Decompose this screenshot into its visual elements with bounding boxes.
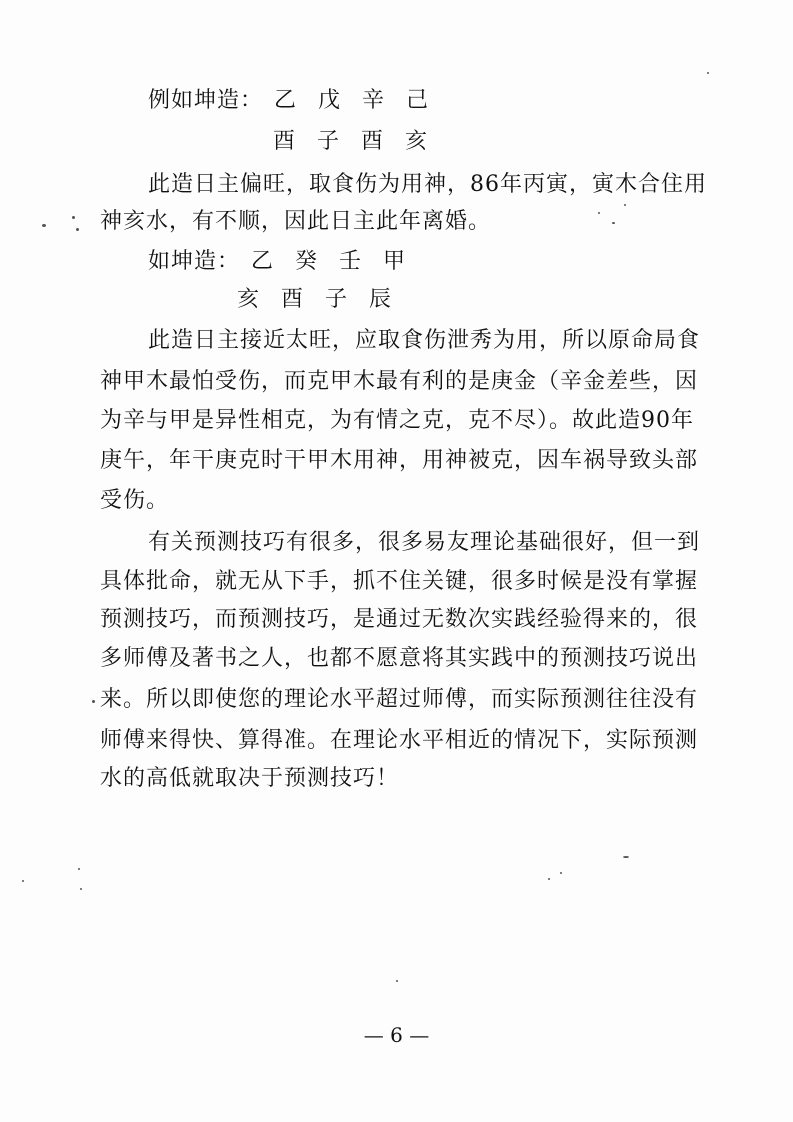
branch: 酉 <box>272 129 295 154</box>
para1-line-1: 此造日主偏旺，取食伤为用神，86年丙寅，寅木合住用 <box>148 172 707 197</box>
stem: 癸 <box>295 249 318 274</box>
example1-stems-row <box>148 86 439 116</box>
para2-line-5: 受伤。 <box>100 488 170 513</box>
para3-line-6: 师傅来得快、算得准。在理论水平相近的情况下，实际预测 <box>100 728 699 753</box>
scan-speck <box>560 872 562 874</box>
scan-speck <box>623 856 629 858</box>
para3-line-1: 有关预测技巧有很多，很多易友理论基础很好，但一到 <box>148 530 701 555</box>
para3-line-4: 多师傅及著书之人，也都不愿意将其实践中的预测技巧说出 <box>100 646 699 671</box>
example2-stems-row <box>148 247 416 277</box>
scan-speck <box>78 868 80 870</box>
para3-line-7: 水的高低就取决于预测技巧！ <box>100 766 400 791</box>
scan-speck <box>612 222 615 224</box>
branch: 亥 <box>404 129 427 154</box>
example2-branches-row <box>226 285 402 315</box>
scan-speck <box>22 880 24 882</box>
stem: 戊 <box>318 88 341 113</box>
branch: 酉 <box>360 129 383 154</box>
para3-line-3: 预测技巧，而预测技巧，是通过无数次实践经验得来的，很 <box>100 607 699 632</box>
scan-speck <box>72 216 75 219</box>
para2-line-3: 为辛与甲是异性相克，为有情之克，克不尽）。故此造90年 <box>100 408 694 433</box>
scan-speck <box>80 888 82 890</box>
para2-line-1: 此造日主接近太旺，应取食伤泄秀为用，所以原命局食 <box>148 328 701 353</box>
para2-line-2: 神甲木最怕受伤，而克甲木最有利的是庚金（辛金差些，因 <box>100 369 699 394</box>
stem: 乙 <box>251 249 274 274</box>
stem: 己 <box>406 88 429 113</box>
branch: 子 <box>324 287 347 312</box>
scan-speck <box>548 878 550 880</box>
branch: 亥 <box>236 287 259 312</box>
example2-stems <box>240 249 416 274</box>
scan-speck <box>396 980 398 982</box>
scan-speck <box>624 204 626 206</box>
stem: 壬 <box>339 249 362 274</box>
example2-label: 如坤造： <box>148 249 241 274</box>
stem: 辛 <box>362 88 385 113</box>
scan-speck <box>92 700 95 703</box>
branch: 辰 <box>368 287 391 312</box>
para3-line-5: 来。所以即使您的理论水平超过师傅，而实际预测往往没有 <box>100 687 699 712</box>
scan-speck <box>598 212 600 214</box>
stem: 乙 <box>274 88 297 113</box>
para1-line-2: 神亥水，有不顺，因此日主此年离婚。 <box>100 209 492 234</box>
branch: 酉 <box>280 287 303 312</box>
example1-branches-row <box>262 127 438 157</box>
scan-speck <box>42 224 46 227</box>
para3-line-2: 具体批命，就无从下手，抓不住关键，很多时候是没有掌握 <box>100 569 699 594</box>
scan-speck <box>707 72 709 74</box>
scan-speck <box>76 228 79 231</box>
example1-stems <box>263 88 439 113</box>
stem: 甲 <box>383 249 406 274</box>
branch: 子 <box>316 129 339 154</box>
para2-line-4: 庚午，年干庚克时干甲木用神，用神被克，因车祸导致头部 <box>100 448 699 473</box>
page-number: — 6 — <box>363 1023 430 1047</box>
example1-label: 例如坤造： <box>148 88 264 113</box>
